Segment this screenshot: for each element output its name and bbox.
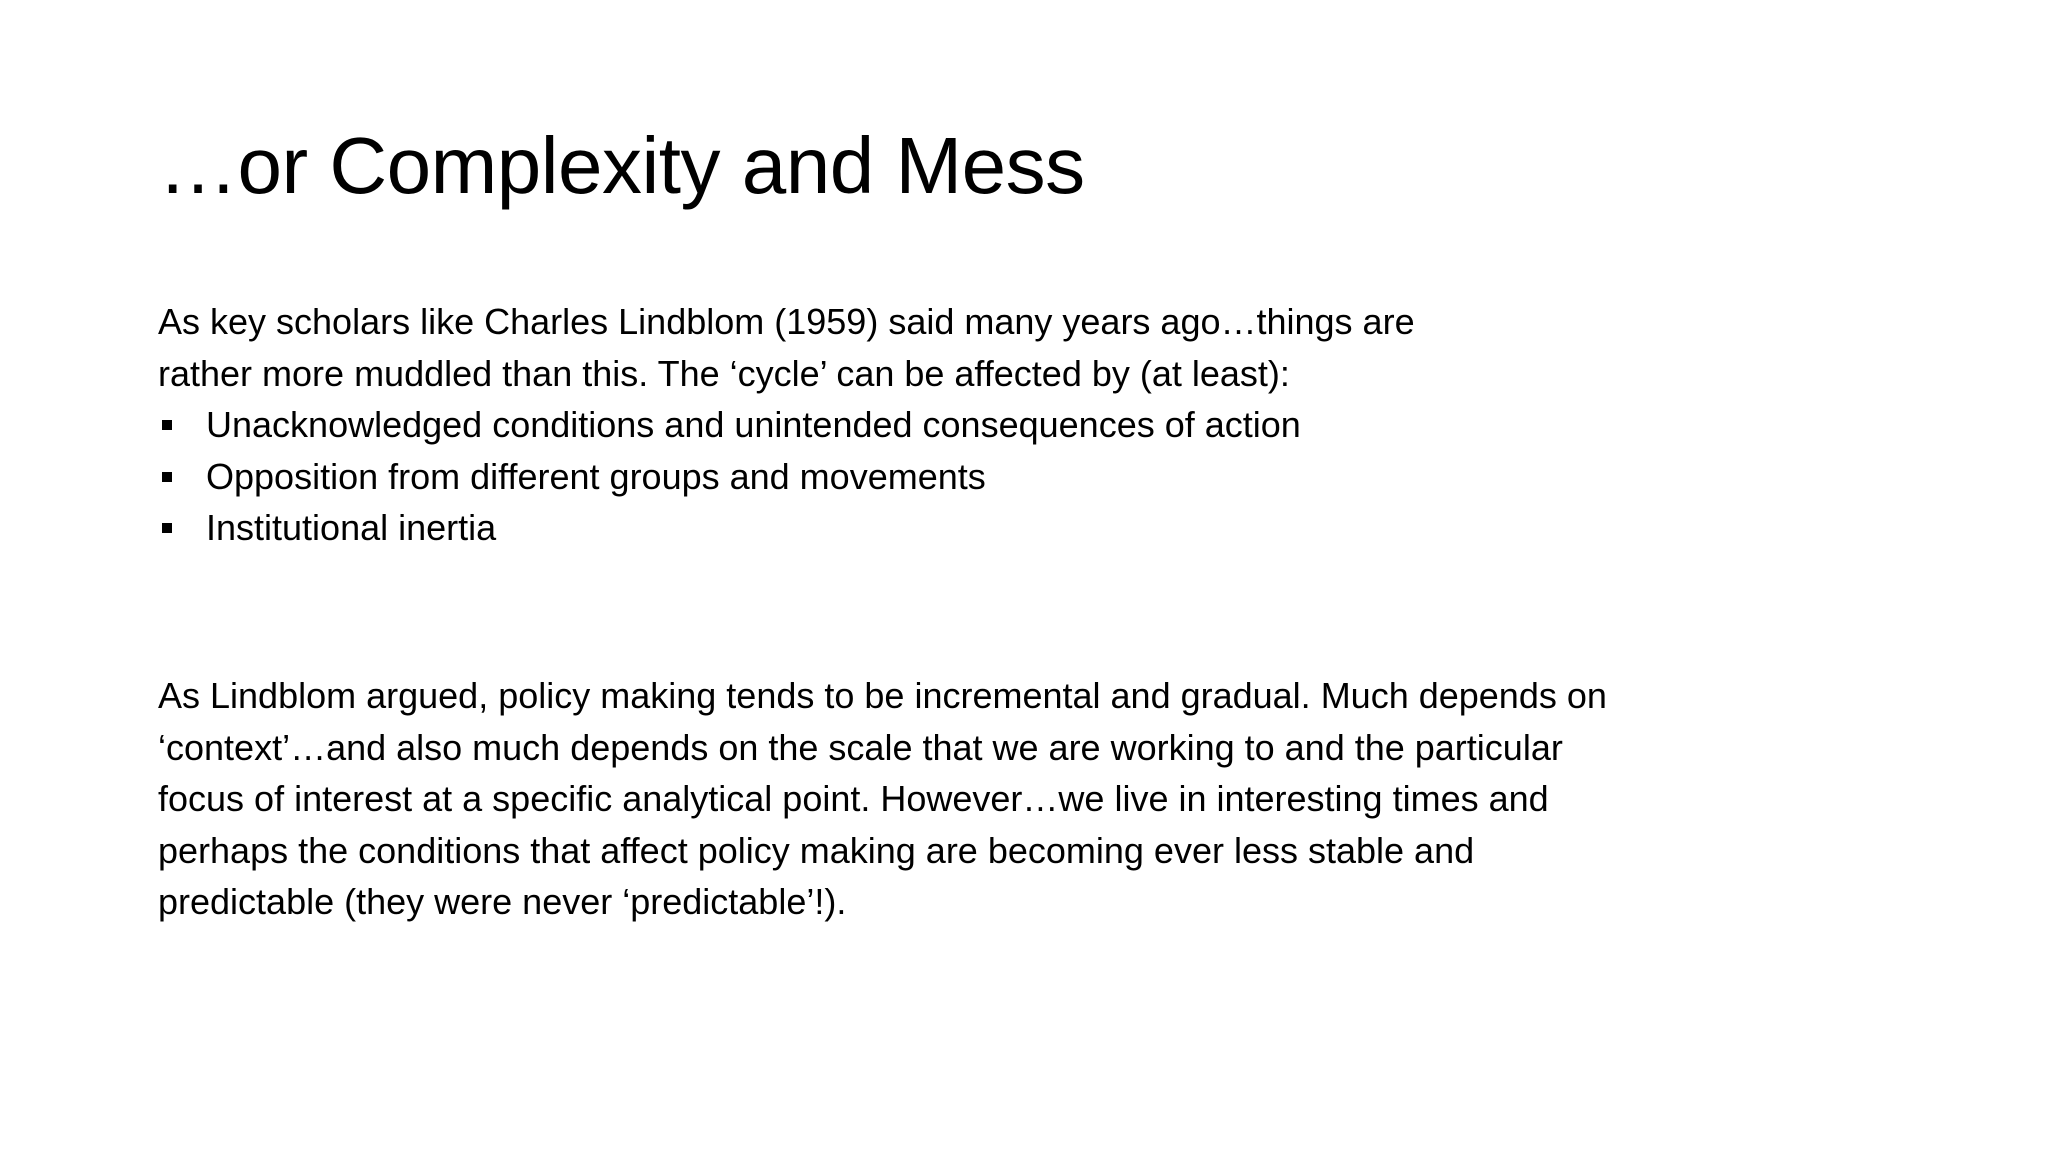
intro-line: As key scholars like Charles Lindblom (1959) said many years ago…things are	[158, 301, 1415, 342]
bullet-item	[158, 451, 1698, 503]
closing-paragraph	[158, 670, 1898, 928]
slide-title: …or Complexity and Mess	[158, 121, 1085, 210]
bullet-text: Institutional inertia	[206, 507, 497, 548]
square-bullet-icon	[162, 420, 172, 430]
bullet-item	[158, 399, 1698, 451]
closing-line: ‘context’…and also much depends on the scale that we are working to and the particular	[158, 726, 1563, 768]
intro-block	[158, 296, 1698, 554]
intro-line: rather more muddled than this. The ‘cycle’ can be affected by (at least):	[158, 352, 1290, 394]
square-bullet-icon	[162, 523, 172, 533]
closing-line: As Lindblom argued, policy making tends to be incremental and gradual. Much depends on	[158, 675, 1607, 716]
square-bullet-icon	[162, 472, 172, 482]
bullet-list	[158, 399, 1698, 554]
closing-line: predictable (they were never ‘predictable’!).	[158, 881, 847, 922]
bullet-text: Unacknowledged conditions and unintended consequences of action	[206, 404, 1301, 445]
closing-line: focus of interest at a specific analytical point. However…we live in interesting times and	[158, 778, 1549, 819]
bullet-text: Opposition from different groups and movements	[206, 455, 986, 497]
bullet-item	[158, 502, 1698, 554]
closing-line: perhaps the conditions that affect policy making are becoming ever less stable and	[158, 829, 1475, 871]
